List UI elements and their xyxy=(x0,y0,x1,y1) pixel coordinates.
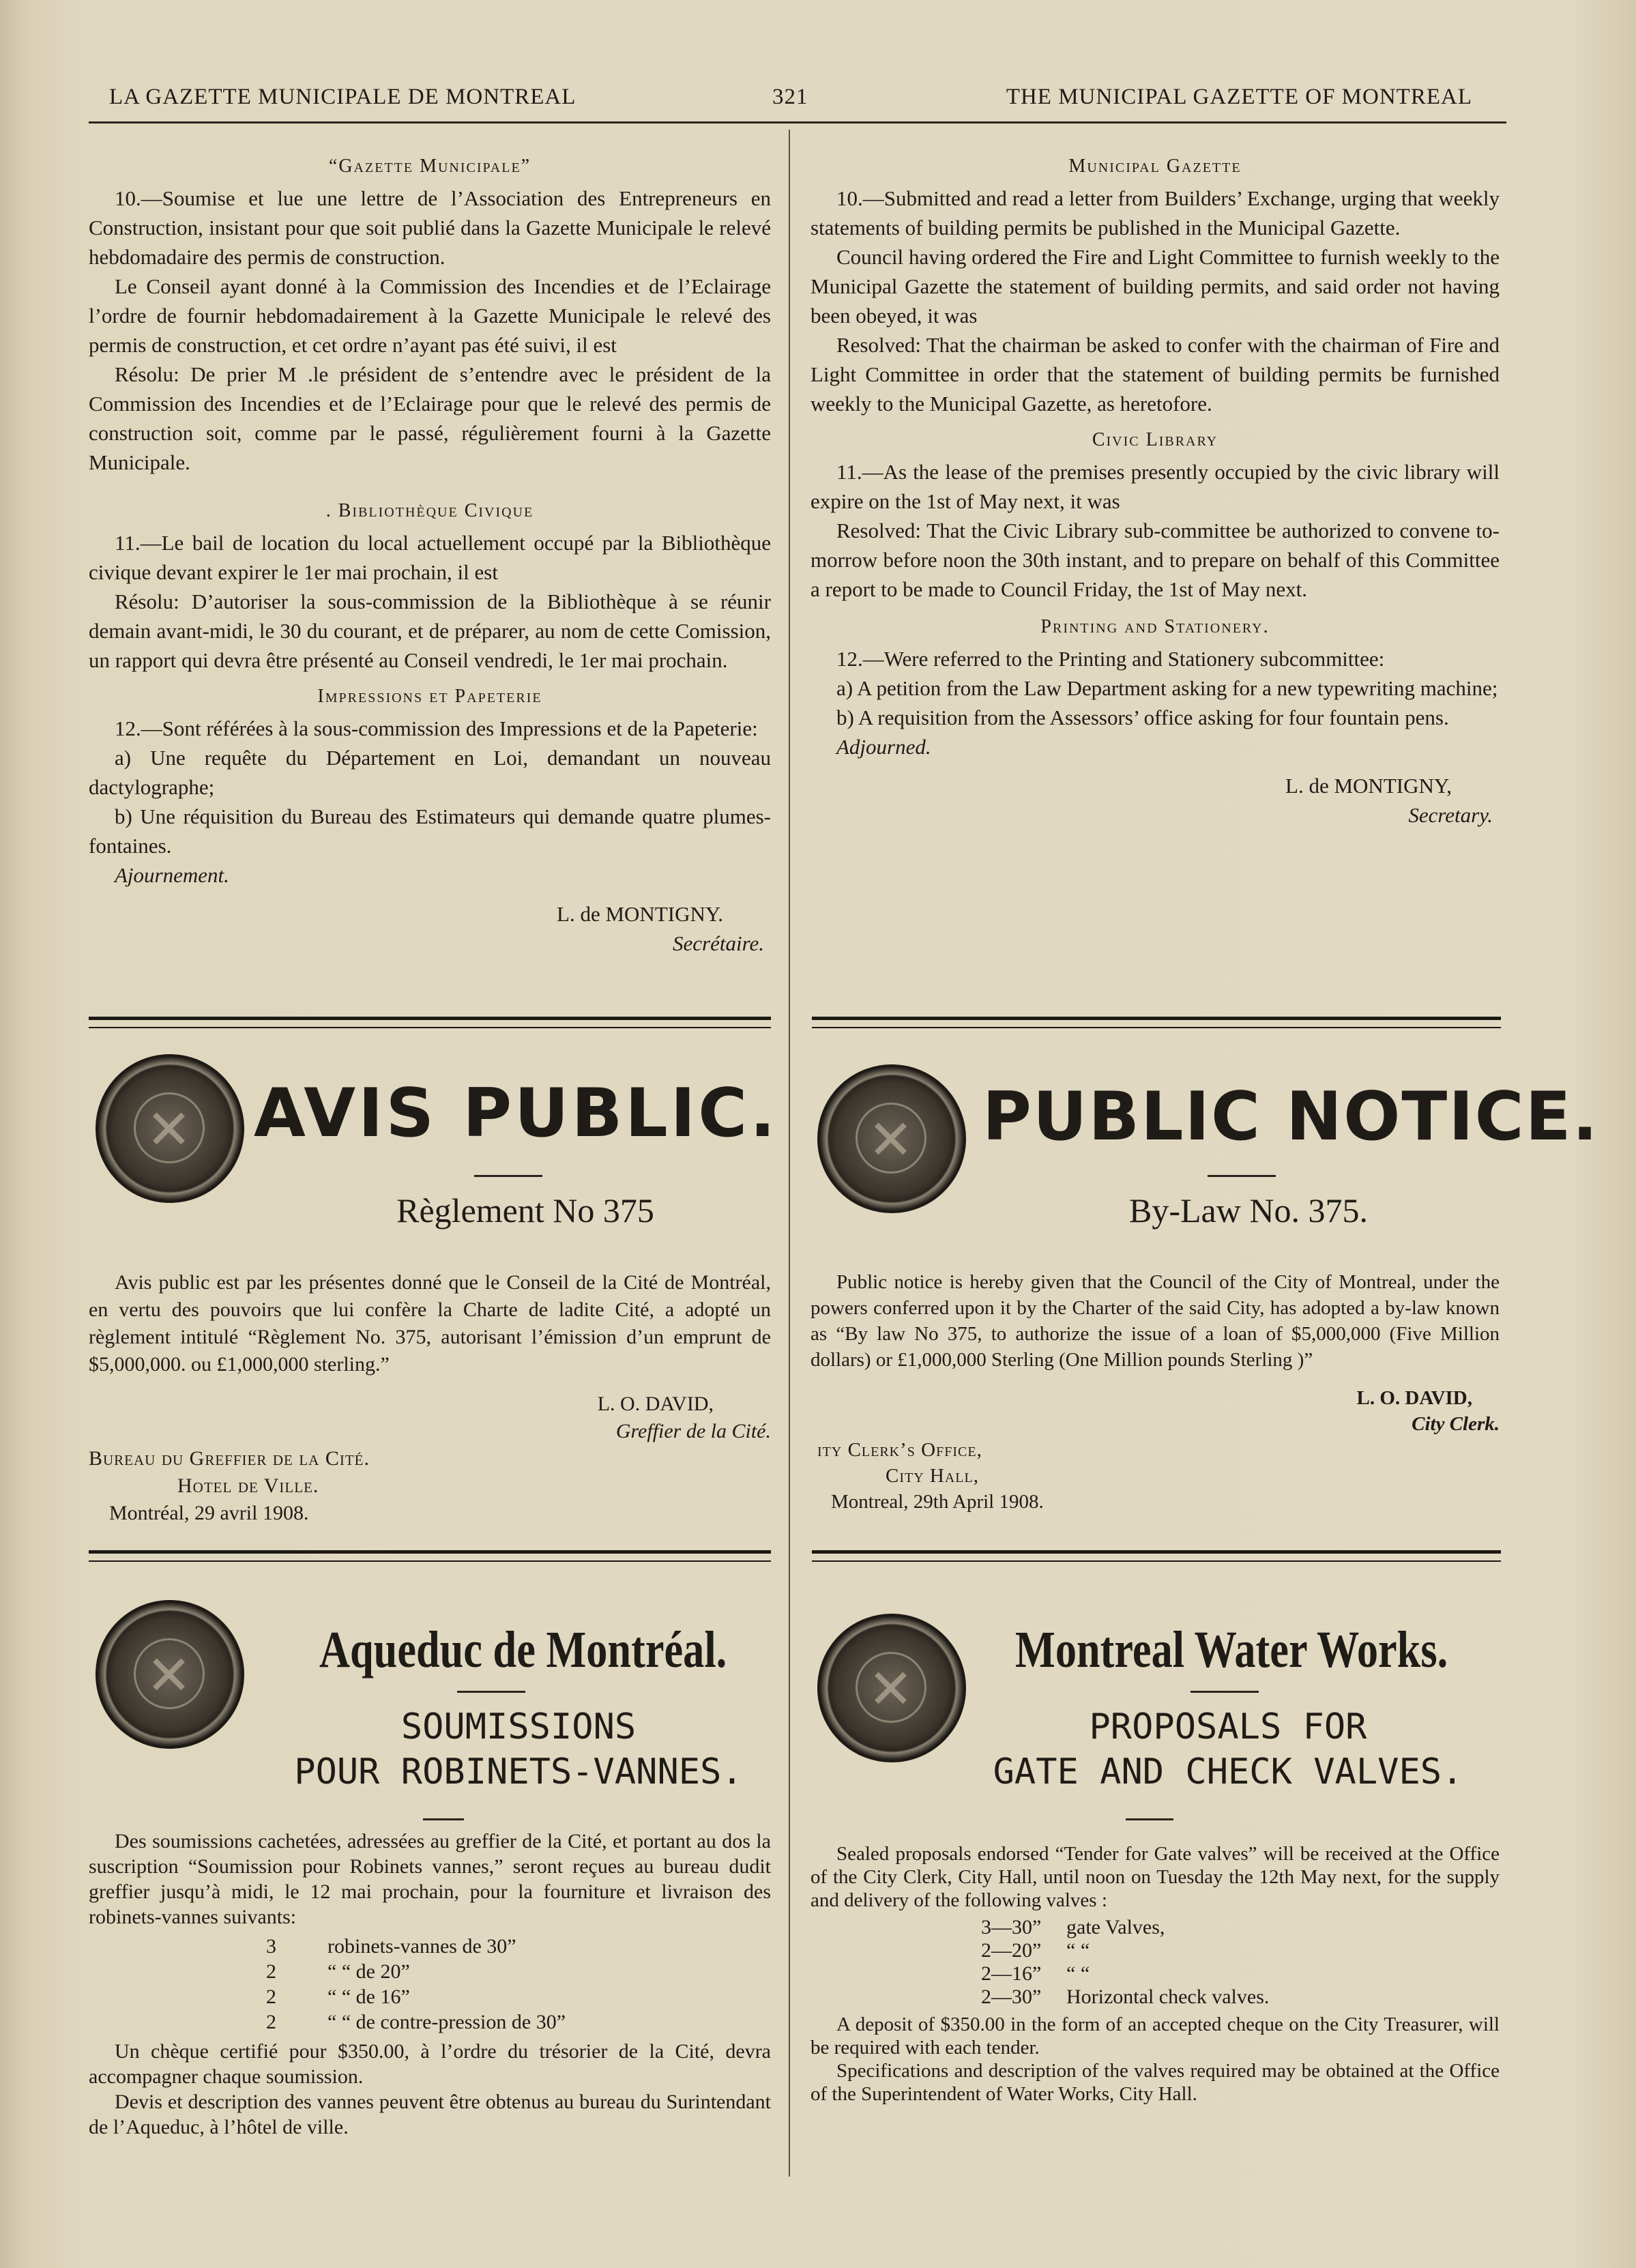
notice-office: ity Clerk’s Office, xyxy=(817,1439,982,1461)
water-works-subtitle-1: PROPOSALS FOR xyxy=(1089,1706,1367,1747)
english-library-heading: Civic Library xyxy=(1092,429,1218,450)
french-item12-p1: 12.—Sont référées à la sous-commission des Impressions et de la Papeterie: xyxy=(115,716,758,740)
valve-qty: 3 xyxy=(266,1935,276,1958)
english-adjourned: Adjourned. xyxy=(836,735,931,759)
notice-short-rule xyxy=(1208,1175,1276,1177)
french-item11-p2: Résolu: D’autoriser la sous-commission de la Bibliothèque à se réunir demain avant-midi, le 30 du courant, et de préparer, au nom de cette Comission, un rapport qui devra être présenté au Conseil vendredi, le 1er mai prochain. xyxy=(89,590,771,672)
english-signature xyxy=(810,771,1493,830)
avis-office-2: Hotel de Ville. xyxy=(177,1474,319,1497)
avis-date: Montréal, 29 avril 1908. xyxy=(109,1502,309,1524)
english-printing-heading: Printing and Stationery. xyxy=(1040,616,1270,637)
valve-qty: 2—30” xyxy=(981,1986,1042,2008)
french-item11-p1: 11.—Le bail de location du local actuellement occupé par la Bibliothèque civique devant expirer le 1er mai prochain, il est xyxy=(89,531,771,584)
valve-desc: robinets-vannes de 30” xyxy=(327,1935,516,1958)
avis-sig-name: L. O. DAVID, xyxy=(597,1393,714,1415)
valve-qty: 3—30” xyxy=(981,1916,1042,1938)
valve-desc: “ “ de 16” xyxy=(327,1986,410,2008)
list-item xyxy=(981,1986,1500,2009)
notice-office-2: City Hall, xyxy=(886,1465,979,1487)
public-notice-title: PUBLIC NOTICE. xyxy=(982,1078,1599,1156)
list-item xyxy=(266,1934,771,1959)
french-minutes xyxy=(89,151,771,958)
aqueduc-valve-list xyxy=(266,1934,771,2035)
notice-body-block xyxy=(810,1269,1500,1515)
valve-desc: “ “ de contre-pression de 30” xyxy=(327,2011,566,2033)
french-adjourned: Ajournement. xyxy=(115,863,229,887)
english-item12-p1: 12.—Were referred to the Printing and Stationery subcommittee: xyxy=(836,647,1385,671)
header-rule xyxy=(89,121,1506,123)
water-works-body-block xyxy=(810,1842,1500,2106)
city-seal-icon: ✕ xyxy=(96,1054,244,1203)
aqueduc-deposit: Un chèque certifié pour $350.00, à l’ordre du trésorier de la Cité, devra accompagner chaque soumission. xyxy=(89,2040,771,2088)
running-head xyxy=(109,81,1472,115)
water-works-subtitle xyxy=(955,1704,1501,1794)
aqueduc-short-rule-2 xyxy=(423,1818,464,1820)
english-item10-p2: Council having ordered the Fire and Light Committee to furnish weekly to the Municipal Gazette the statement of building permits, and said order not having been obeyed, it was xyxy=(810,245,1500,328)
notice-subtitle: By-Law No. 375. xyxy=(1129,1191,1368,1230)
header-english-title: THE MUNICIPAL GAZETTE OF MONTREAL xyxy=(1006,85,1472,109)
english-sig-name: L. de MONTIGNY, xyxy=(1285,774,1452,798)
list-item xyxy=(266,1959,771,1984)
aqueduc-title: Aqueduc de Montréal. xyxy=(319,1621,727,1678)
valve-qty: 2 xyxy=(266,2011,276,2033)
water-works-short-rule-2 xyxy=(1126,1818,1173,1820)
aqueduc-body-block xyxy=(89,1829,771,2140)
city-seal-icon: ✕ xyxy=(817,1064,966,1213)
valve-qty: 2 xyxy=(266,1960,276,1983)
aqueduc-short-rule xyxy=(457,1691,525,1693)
water-works-deposit: A deposit of $350.00 in the form of an accepted cheque on the City Treasurer, will be required with each tender. xyxy=(810,2013,1500,2059)
water-works-valve-list xyxy=(981,1916,1500,2009)
valve-qty: 2—16” xyxy=(981,1962,1042,1985)
rule-before-notice xyxy=(812,1017,1501,1028)
english-item10-p1: 10.—Submitted and read a letter from Builders’ Exchange, urging that weekly statements of building permits be published in the Municipal Gazette. xyxy=(810,186,1500,239)
english-gazette-heading: Municipal Gazette xyxy=(1068,156,1242,177)
list-item xyxy=(981,1962,1500,1986)
french-item12-a: a) Une requête du Département en Loi, demandant un nouveau dactylographe; xyxy=(89,746,771,799)
city-seal-icon: ✕ xyxy=(817,1614,966,1762)
french-sig-title: Secrétaire. xyxy=(673,931,764,955)
valve-desc: “ “ xyxy=(1066,1939,1090,1962)
notice-body: Public notice is hereby given that the Council of the City of Montreal, under the powers conferred upon it by the Charter of the said City, has adopted a by-law known as “By law No 375, to authorize the issue of a loan of $5,000,000 (Five Million dollars) or £1,000,000 Sterling (One Million pounds Sterling )” xyxy=(810,1271,1500,1371)
list-item xyxy=(266,1984,771,2009)
rule-before-waterworks xyxy=(812,1550,1501,1562)
water-works-body: Sealed proposals endorsed “Tender for Gate valves” will be received at the Office of the City Clerk, City Hall, until noon on Tuesday the 12th May next, for the supply and delivery of the following valves : xyxy=(810,1843,1500,1911)
aqueduc-subtitle-1: SOUMISSIONS xyxy=(400,1706,637,1747)
list-item xyxy=(266,2009,771,2035)
french-signature xyxy=(89,899,764,958)
avis-body-block xyxy=(89,1269,771,1527)
avis-subtitle: Règlement No 375 xyxy=(396,1191,654,1230)
valve-qty: 2 xyxy=(266,1986,276,2008)
french-item10-p3: Résolu: De prier M .le président de s’entendre avec le président de la Commission des Incendies et de l’Eclairage pour que le relevé des permis de construction soit, comme par le passé, régulièrement fourni à la Gazette Municipale. xyxy=(89,362,771,474)
french-library-heading: . Bibliothèque Civique xyxy=(325,500,534,521)
valve-desc: Horizontal check valves. xyxy=(1066,1986,1270,2008)
avis-public-title: AVIS PUBLIC. xyxy=(254,1075,778,1152)
english-item11-p2: Resolved: That the Civic Library sub-committee be authorized to convene to-morrow before noon the 30th instant, and to prepare on behalf of this Committee a report to be made to Council Friday, the 1st of May next. xyxy=(810,519,1500,601)
french-item12-b: b) Une réquisition du Bureau des Estimateurs qui demande quatre plumes-fontaines. xyxy=(89,804,771,858)
english-item12-b: b) A requisition from the Assessors’ office asking for four fountain pens. xyxy=(836,706,1449,729)
aqueduc-subtitle xyxy=(252,1704,785,1794)
aqueduc-subtitle-2: POUR ROBINETS-VANNES. xyxy=(294,1751,743,1792)
valve-desc: “ “ de 20” xyxy=(327,1960,410,1983)
header-french-title: LA GAZETTE MUNICIPALE DE MONTREAL xyxy=(109,85,576,109)
water-works-specs: Specifications and description of the valves required may be obtained at the Office of the Superintendent of Water Works, City Hall. xyxy=(810,2060,1500,2105)
avis-sig-title: Greffier de la Cité. xyxy=(615,1420,771,1442)
french-gazette-heading: “Gazette Municipale” xyxy=(328,156,531,177)
rule-before-aqueduc xyxy=(89,1550,771,1562)
water-works-title: Montreal Water Works. xyxy=(1015,1621,1448,1678)
list-item xyxy=(981,1916,1500,1939)
city-seal-icon: ✕ xyxy=(96,1600,244,1749)
english-item10-p3: Resolved: That the chairman be asked to confer with the chairman of Fire and Light Committee in order that the statement of building permits be furnished weekly to the Municipal Gazette, as heretofore. xyxy=(810,333,1500,416)
french-sig-name: L. de MONTIGNY. xyxy=(557,902,723,926)
valve-qty: 2—20” xyxy=(981,1939,1042,1962)
french-item10-p1: 10.—Soumise et lue une lettre de l’Association des Entrepreneurs en Construction, insistant pour que soit publié dans la Gazette Municipale le relevé hebdomadaire des permis de construction. xyxy=(89,186,771,269)
aqueduc-specs: Devis et description des vannes peuvent être obtenus au bureau du Surintendant de l’Aqueduc, à l’hôtel de ville. xyxy=(89,2091,771,2138)
english-minutes xyxy=(810,151,1500,830)
list-item xyxy=(981,1939,1500,1962)
french-item10-p2: Le Conseil ayant donné à la Commission des Incendies et de l’Eclairage l’ordre de fournir hebdomadairement à la Gazette Municipale le relevé des permis de construction, et cet ordre n’ayant pas été suivi, il est xyxy=(89,274,771,357)
valve-desc: “ “ xyxy=(1066,1962,1090,1985)
column-divider xyxy=(789,130,790,2177)
avis-office: Bureau du Greffier de la Cité. xyxy=(89,1447,370,1470)
aqueduc-body: Des soumissions cachetées, adressées au greffier de la Cité, et portant au dos la suscription “Soumission pour Robinets vannes,” seront reçues au bureau dudit greffier jusqu’à midi, le 12 mai prochain, pour la fourniture et livraison des robinets-vannes suivants: xyxy=(89,1830,771,1928)
english-sig-title: Secretary. xyxy=(1408,803,1493,827)
water-works-short-rule xyxy=(1191,1691,1259,1693)
avis-short-rule xyxy=(474,1175,542,1177)
notice-sig-title: City Clerk. xyxy=(1412,1413,1500,1435)
rule-before-avis xyxy=(89,1017,771,1028)
english-item12-a: a) A petition from the Law Department asking for a new typewriting machine; xyxy=(836,676,1498,700)
notice-sig-name: L. O. DAVID, xyxy=(1356,1387,1472,1409)
notice-date: Montreal, 29th April 1908. xyxy=(831,1491,1044,1513)
english-item11-p1: 11.—As the lease of the premises presently occupied by the civic library will expire on the 1st of May next, it was xyxy=(810,460,1500,513)
page-number: 321 xyxy=(772,85,808,109)
french-printing-heading: Impressions et Papeterie xyxy=(317,686,542,707)
water-works-subtitle-2: GATE AND CHECK VALVES. xyxy=(993,1751,1463,1792)
valve-desc: gate Valves, xyxy=(1066,1916,1165,1938)
avis-body: Avis public est par les présentes donné que le Conseil de la Cité de Montréal, en vertu des pouvoirs que lui confère la Charte de ladite Cité, a adopté un règlement intitulé “Règlement No. 375, autorisant l’émission d’un emprunt de $5,000,000. ou £1,000,000 sterling.” xyxy=(89,1271,771,1376)
